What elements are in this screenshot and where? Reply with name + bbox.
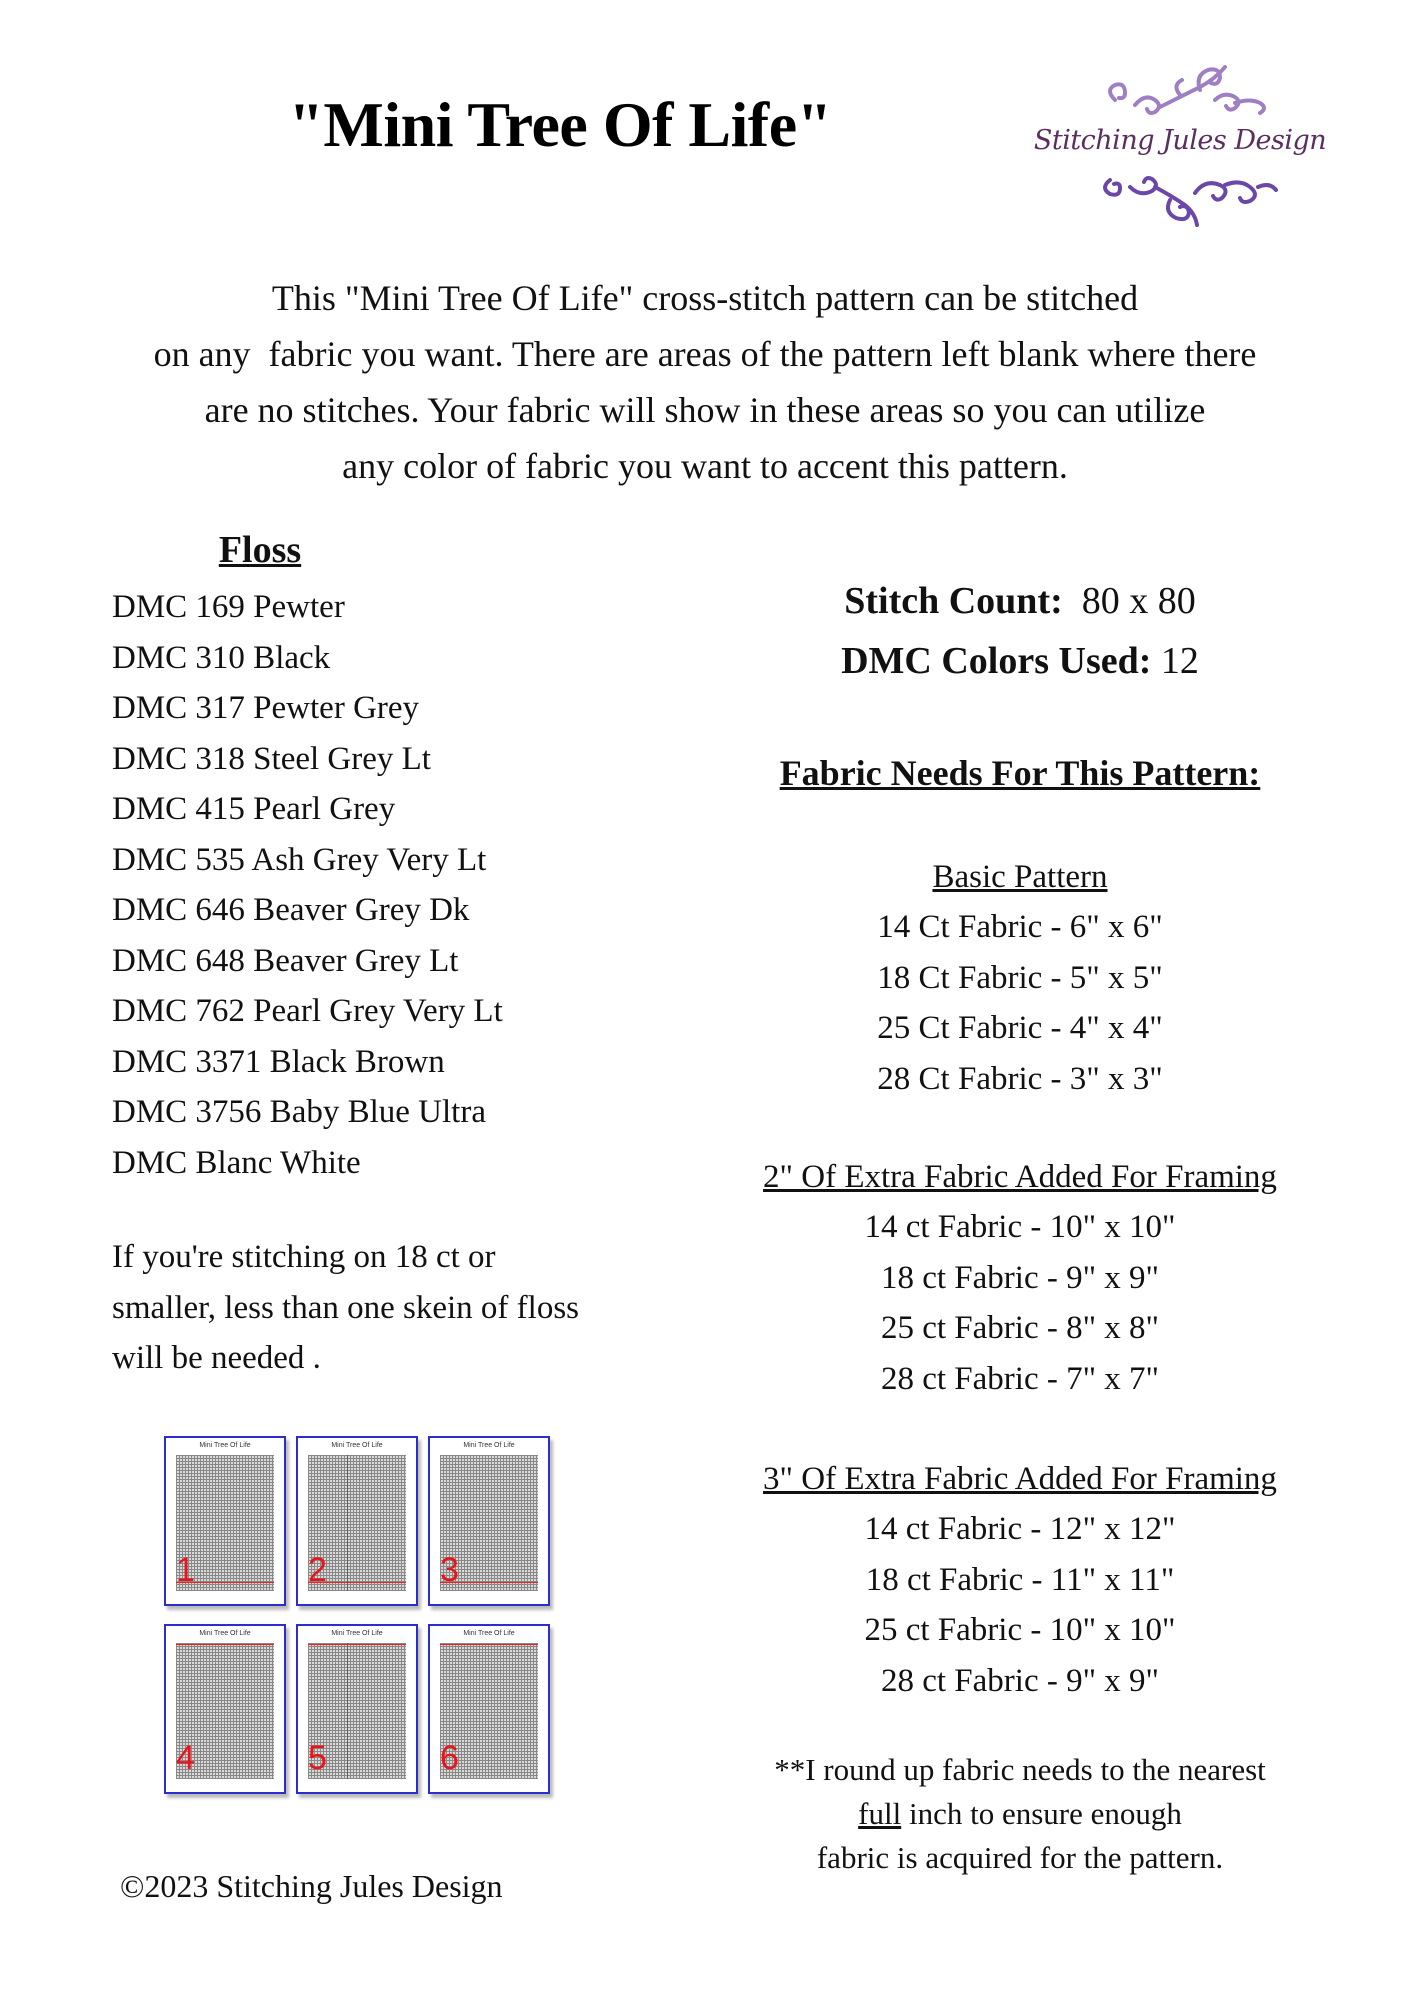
page-number: 6 — [440, 1739, 459, 1777]
page-number: 2 — [308, 1551, 327, 1589]
floss-item: DMC 317 Pewter Grey — [112, 690, 420, 726]
floss-note-line: If you're stitching on 18 ct or — [112, 1239, 496, 1275]
footnote-line — [720, 1792, 1320, 1836]
center-line — [347, 1455, 348, 1591]
floss-note — [112, 1232, 672, 1384]
fabric-size-line: 28 ct Fabric - 7" x 7" — [880, 1360, 1160, 1397]
fabric-size-line: 14 ct Fabric - 10" x 10" — [864, 1209, 1176, 1245]
footnote-emphasis: full — [858, 1796, 902, 1831]
page-number: 1 — [176, 1551, 195, 1589]
fabric-section-basic — [720, 852, 1320, 1104]
fabric-size-line: 14 Ct Fabric - 6" x 6" — [877, 909, 1163, 945]
floss-item: DMC Blanc White — [112, 1144, 361, 1181]
floss-note-line: will be needed . — [112, 1340, 321, 1376]
pattern-page-thumbnail — [428, 1624, 550, 1794]
thumbnail-title: Mini Tree Of Life — [463, 1630, 515, 1637]
fabric-size-line: 14 ct Fabric - 12" x 12" — [864, 1511, 1176, 1547]
intro-line: on any fabric you want. There are areas of the pattern left blank where there — [153, 334, 1257, 374]
fabric-section-2in-extra — [720, 1152, 1320, 1404]
floss-item: DMC 3371 Black Brown — [112, 1043, 445, 1080]
fabric-size-line: 18 ct Fabric - 9" x 9" — [880, 1259, 1160, 1296]
fabric-section-heading: 2" Of Extra Fabric Added For Framing — [763, 1159, 1277, 1195]
pattern-page-thumbnail — [428, 1436, 550, 1606]
intro-line: are no stitches. Your fabric will show in these areas so you can utilize — [204, 390, 1206, 430]
ornament-top-icon — [1030, 55, 1330, 125]
footnote-line: fabric is acquired for the pattern. — [816, 1840, 1224, 1875]
pattern-page-thumbnail — [164, 1624, 286, 1794]
pattern-page-thumbnail — [164, 1436, 286, 1606]
pattern-page-thumbnail — [296, 1436, 418, 1606]
brand-logo — [1030, 55, 1330, 235]
fabric-size-line: 28 ct Fabric - 9" x 9" — [880, 1662, 1160, 1699]
floss-item: DMC 310 Black — [112, 639, 331, 676]
floss-item: DMC 648 Beaver Grey Lt — [112, 942, 459, 979]
fabric-size-line: 25 ct Fabric - 10" x 10" — [864, 1612, 1176, 1648]
page-number: 4 — [176, 1739, 195, 1777]
fabric-section-3in-extra — [720, 1454, 1320, 1706]
floss-list — [112, 582, 503, 1188]
intro-paragraph — [60, 270, 1350, 494]
colors-used — [720, 632, 1320, 690]
colors-used-label: DMC Colors Used: — [841, 640, 1152, 682]
thumbnail-title: Mini Tree Of Life — [463, 1442, 515, 1449]
copyright: ©2023 Stitching Jules Design — [120, 1868, 503, 1904]
floss-heading: Floss — [218, 529, 302, 571]
fabric-size-line: 28 Ct Fabric - 3" x 3" — [877, 1060, 1163, 1097]
intro-line: This "Mini Tree Of Life" cross-stitch pattern can be stitched — [271, 278, 1139, 318]
fabric-section-heading: 3" Of Extra Fabric Added For Framing — [763, 1461, 1277, 1497]
center-line — [308, 1644, 406, 1645]
thumbnail-title: Mini Tree Of Life — [199, 1442, 251, 1449]
stitch-count-value: 80 x 80 — [1081, 580, 1196, 622]
page-title: "Mini Tree Of Life" — [288, 89, 832, 160]
floss-item: DMC 415 Pearl Grey — [112, 791, 396, 827]
floss-item: DMC 318 Steel Grey Lt — [112, 740, 431, 777]
intro-line: any color of fabric you want to accent this pattern. — [342, 446, 1068, 486]
footnote-line-rest: inch to ensure enough — [901, 1796, 1182, 1831]
brand-logo-text: Stitching Jules Design — [1033, 125, 1327, 156]
colors-used-value: 12 — [1160, 640, 1199, 682]
center-line — [176, 1644, 274, 1645]
fabric-size-line: 25 ct Fabric - 8" x 8" — [880, 1310, 1160, 1346]
floss-item: DMC 169 Pewter — [112, 589, 345, 625]
stitch-count-label: Stitch Count: — [844, 580, 1063, 622]
stitch-count — [720, 572, 1320, 630]
fabric-size-line: 18 Ct Fabric - 5" x 5" — [877, 959, 1163, 996]
page-number: 3 — [440, 1551, 459, 1589]
floss-item: DMC 3756 Baby Blue Ultra — [112, 1094, 486, 1130]
floss-item: DMC 762 Pearl Grey Very Lt — [112, 993, 503, 1029]
ornament-bottom-icon — [1030, 165, 1330, 235]
footnote-line: **I round up fabric needs to the nearest — [774, 1752, 1266, 1787]
floss-item: DMC 535 Ash Grey Very Lt — [112, 841, 487, 878]
pattern-page-thumbnails — [164, 1436, 564, 1796]
floss-item: DMC 646 Beaver Grey Dk — [112, 892, 470, 928]
page-number: 5 — [308, 1739, 327, 1777]
fabric-section-heading: Basic Pattern — [932, 859, 1108, 895]
floss-note-line: smaller, less than one skein of floss — [112, 1289, 580, 1326]
thumbnail-title: Mini Tree Of Life — [331, 1630, 383, 1637]
rounding-footnote — [720, 1748, 1320, 1880]
fabric-needs-heading: Fabric Needs For This Pattern: — [779, 753, 1261, 793]
pattern-page-thumbnail — [296, 1624, 418, 1794]
center-line — [347, 1643, 348, 1779]
fabric-size-line: 25 Ct Fabric - 4" x 4" — [877, 1010, 1163, 1046]
thumbnail-title: Mini Tree Of Life — [199, 1630, 251, 1637]
fabric-size-line: 18 ct Fabric - 11" x 11" — [865, 1561, 1175, 1598]
thumbnail-title: Mini Tree Of Life — [331, 1442, 383, 1449]
center-line — [440, 1644, 538, 1645]
